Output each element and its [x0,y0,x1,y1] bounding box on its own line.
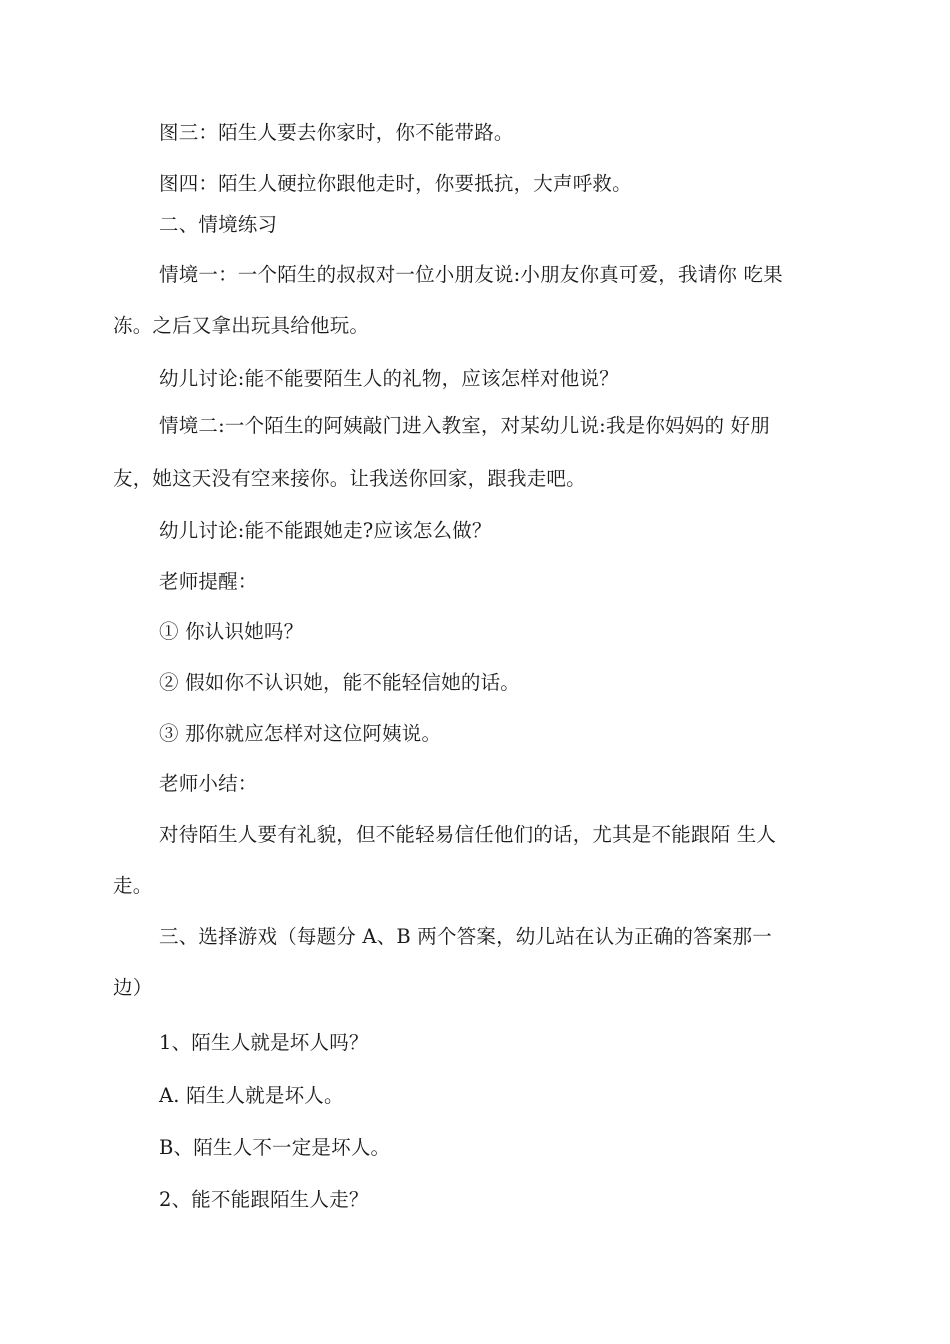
teacher-reminder-heading: 老师提醒： [159,570,258,593]
list-item-3: ③ 那你就应怎样对这位阿姨说。 [159,722,442,745]
list-item-2: ② 假如你不认识她，能不能轻信她的话。 [159,671,520,694]
paragraph-summary-cont: 走。 [113,874,153,897]
paragraph-fig4: 图四：陌生人硬拉你跟他走时，你要抵抗，大声呼救。 [159,172,632,195]
paragraph-summary: 对待陌生人要有礼貌，但不能轻易信任他们的话，尤其是不能跟陌 生人 [159,823,777,846]
paragraph-discussion2: 幼儿讨论:能不能跟她走?应该怎么做？ [159,519,492,542]
section-heading-3: 三、选择游戏（每题分 A、B 两个答案，幼儿站在认为正确的答案那一 [159,925,772,948]
answer-b: B、陌生人不一定是坏人。 [159,1136,391,1159]
section-heading-2: 二、情境练习 [159,213,278,236]
question-2: 2、能不能跟陌生人走？ [159,1188,369,1211]
question-1: 1、陌生人就是坏人吗？ [159,1031,369,1054]
paragraph-scenario2: 情境二:一个陌生的阿姨敲门进入教室，对某幼儿说:我是你妈妈的 好朋 [159,414,770,437]
section-heading-3-cont: 边） [113,976,153,999]
paragraph-scenario1: 情境一：一个陌生的叔叔对一位小朋友说:小朋友你真可爱，我请你 吃果 [159,263,783,286]
paragraph-scenario1-cont: 冻。之后又拿出玩具给他玩。 [113,314,370,337]
paragraph-fig3: 图三：陌生人要去你家时，你不能带路。 [159,121,514,144]
list-item-1: ① 你认识她吗？ [159,620,304,643]
paragraph-discussion1: 幼儿讨论:能不能要陌生人的礼物，应该怎样对他说？ [159,367,619,390]
answer-a: A. 陌生人就是坏人。 [159,1084,344,1107]
teacher-summary-heading: 老师小结： [159,772,258,795]
paragraph-scenario2-cont: 友，她这天没有空来接你。让我送你回家，跟我走吧。 [113,467,586,490]
